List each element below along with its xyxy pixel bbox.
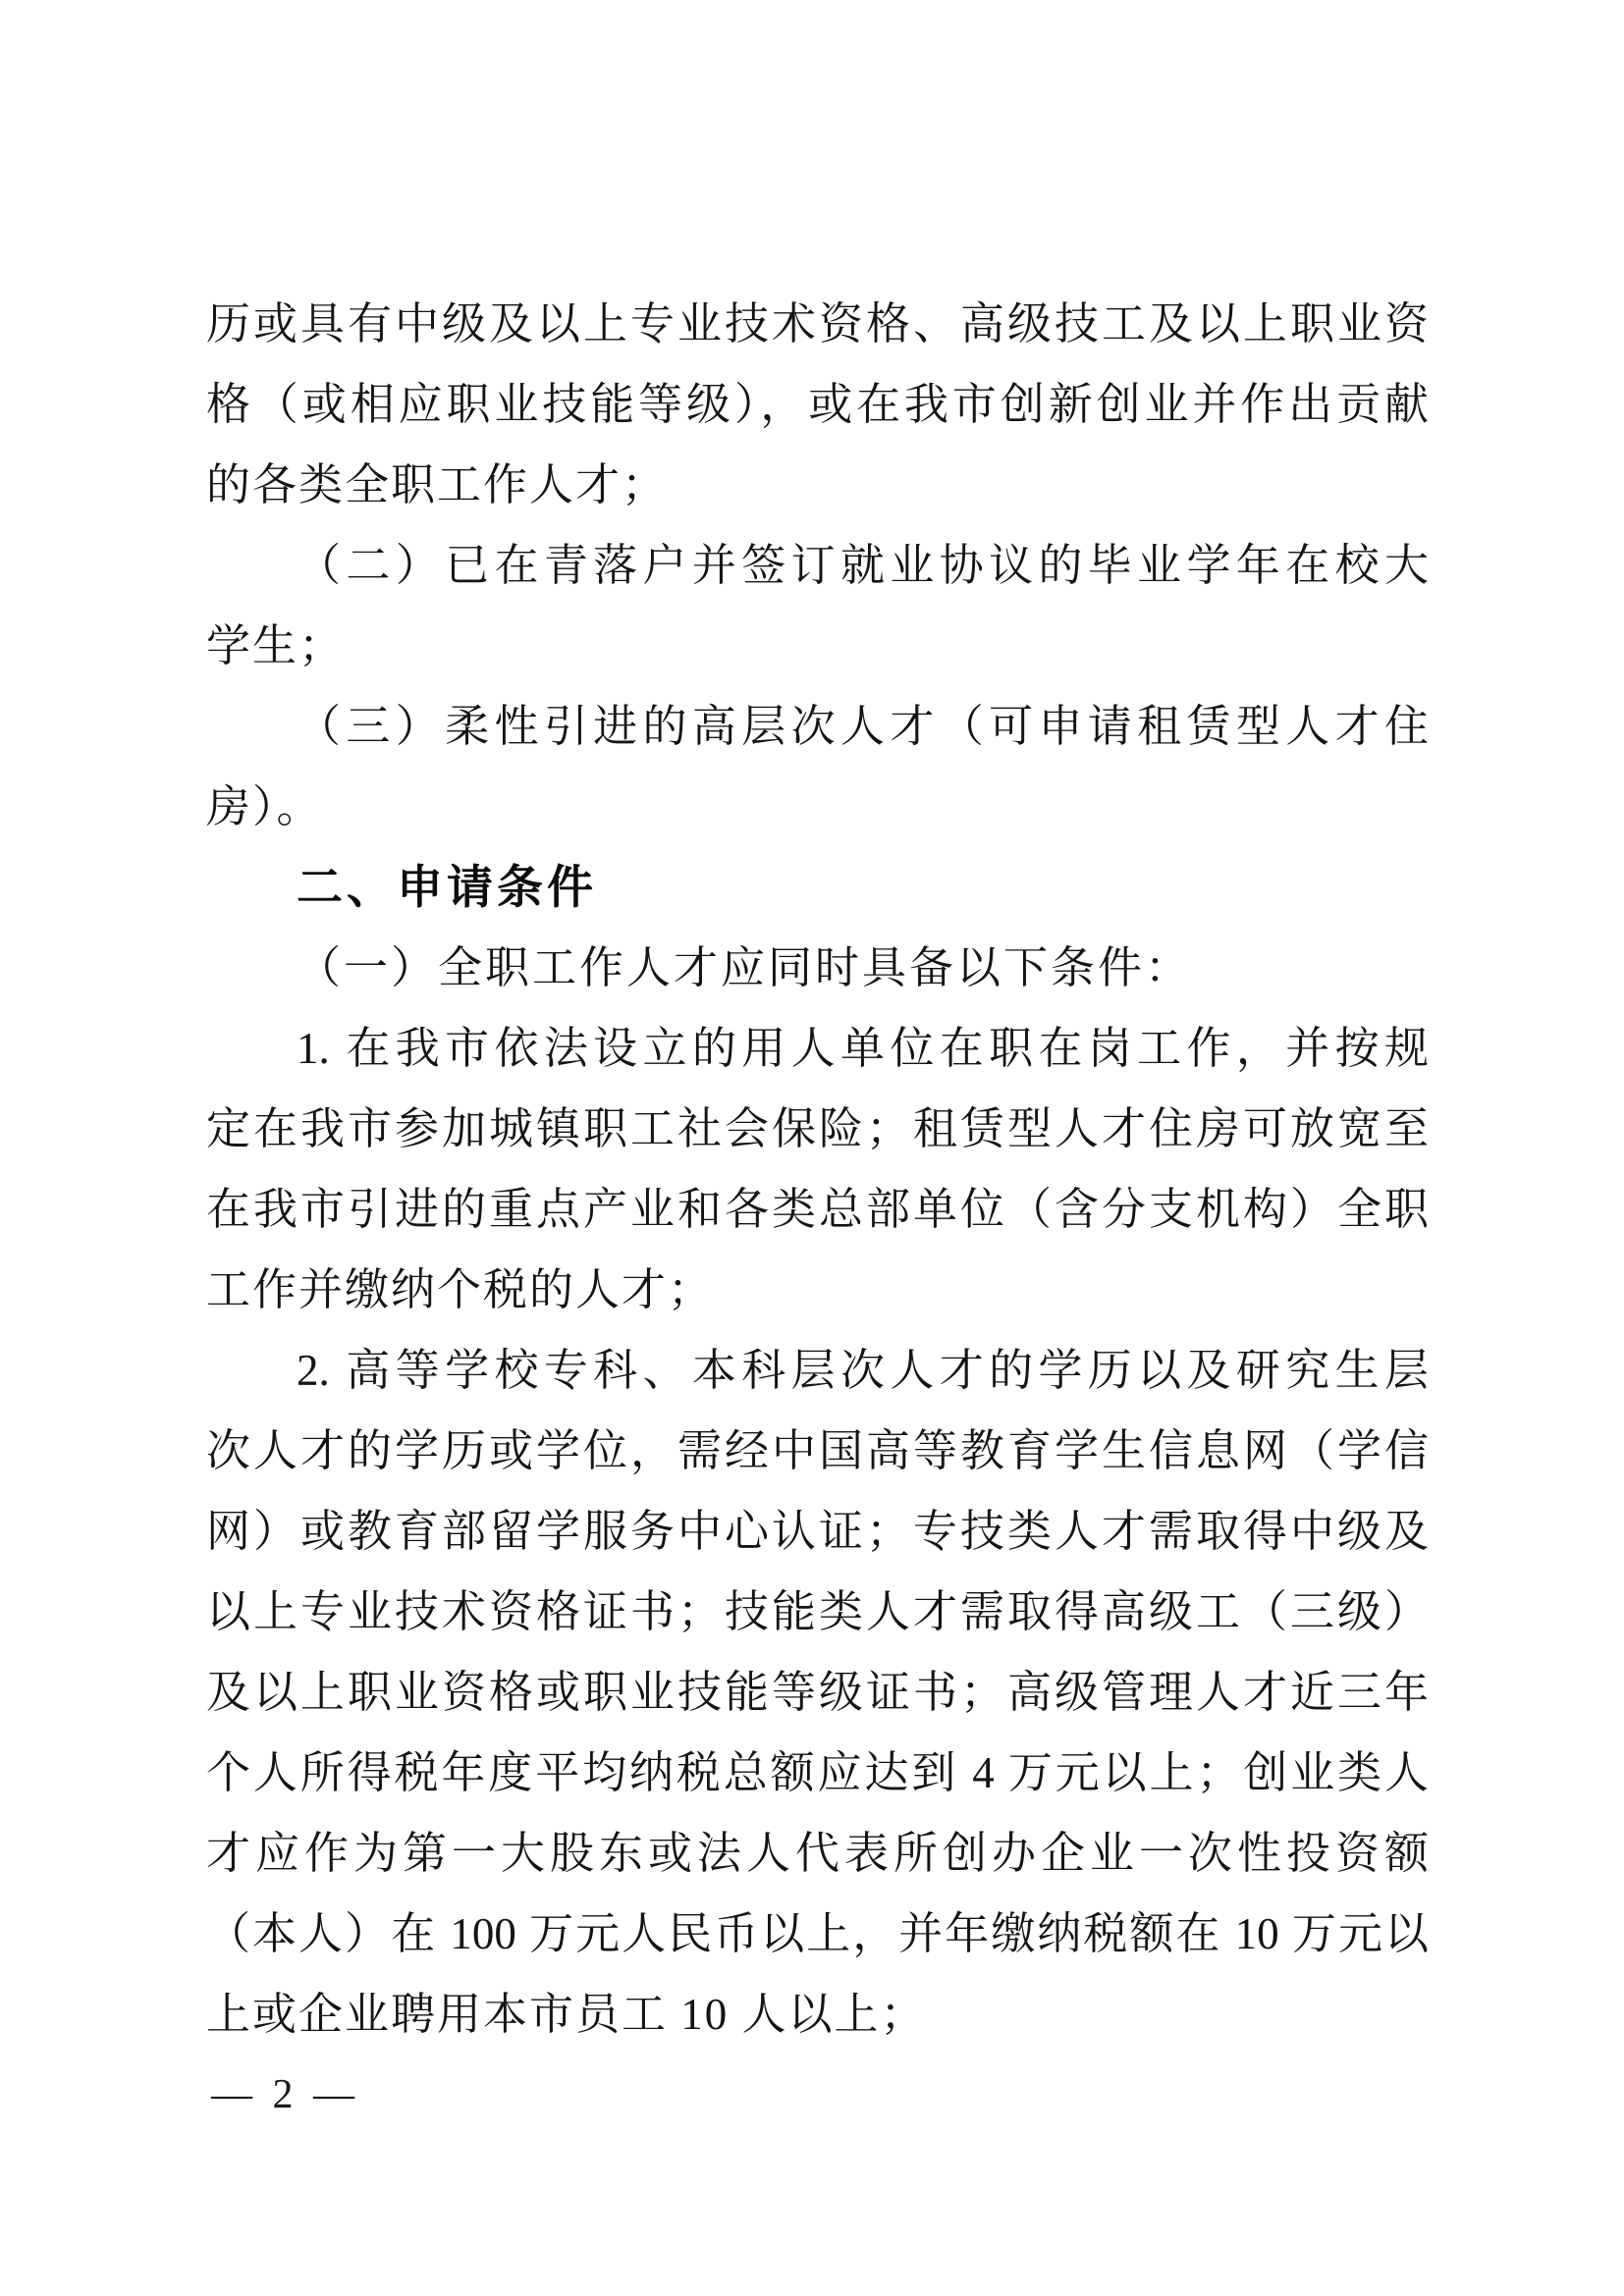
body-line: （二）已在青落户并签订就业协议的毕业学年在校大 <box>297 541 1429 590</box>
body-line: 网）或教育部留学服务中心认证；专技类人才需取得中级及 <box>206 1507 1429 1556</box>
body-line: 房）。 <box>206 782 323 831</box>
body-line: 2. 高等学校专科、本科层次人才的学历以及研究生层 <box>297 1346 1429 1395</box>
body-line: （三）柔性引进的高层次人才（可申请租赁型人才住 <box>297 702 1429 751</box>
section-heading: 二、申请条件 <box>297 861 597 913</box>
body-line: 及以上职业资格或职业技能等级证书；高级管理人才近三年 <box>206 1668 1429 1717</box>
body-line: 才应作为第一大股东或法人代表所创办企业一次性投资额 <box>206 1829 1429 1878</box>
subsection-heading: （一）全职工作人才应同时具备以下条件： <box>297 943 1193 992</box>
page-footer <box>211 2064 359 2125</box>
body-line: 上或企业聘用本市员工 10 人以上； <box>206 1990 927 2039</box>
body-line: 工作并缴纳个税的人才； <box>206 1265 715 1314</box>
body-line: （本人）在 100 万元人民币以上，并年缴纳税额在 10 万元以 <box>206 1909 1429 1958</box>
document-body <box>206 284 1429 2055</box>
body-line: 在我市引进的重点产业和各类总部单位（含分支机构）全职 <box>206 1185 1429 1234</box>
body-line: 历或具有中级及以上专业技术资格、高级技工及以上职业资 <box>206 299 1429 348</box>
body-line: 次人才的学历或学位，需经中国高等教育学生信息网（学信 <box>206 1426 1429 1475</box>
body-line: 学生； <box>206 621 346 670</box>
body-line: 个人所得税年度平均纳税总额应达到 4 万元以上；创业类人 <box>206 1748 1429 1797</box>
body-line: 定在我市参加城镇职工社会保险；租赁型人才住房可放宽至 <box>206 1104 1429 1153</box>
page-number: — 2 — <box>211 2072 359 2117</box>
body-line: 以上专业技术资格证书；技能类人才需取得高级工（三级） <box>206 1587 1429 1636</box>
body-line: 1. 在我市依法设立的用人单位在职在岗工作，并按规 <box>297 1024 1429 1073</box>
body-line: 格（或相应职业技能等级），或在我市创新创业并作出贡献 <box>206 380 1429 429</box>
body-line: 的各类全职工作人才； <box>206 460 669 509</box>
